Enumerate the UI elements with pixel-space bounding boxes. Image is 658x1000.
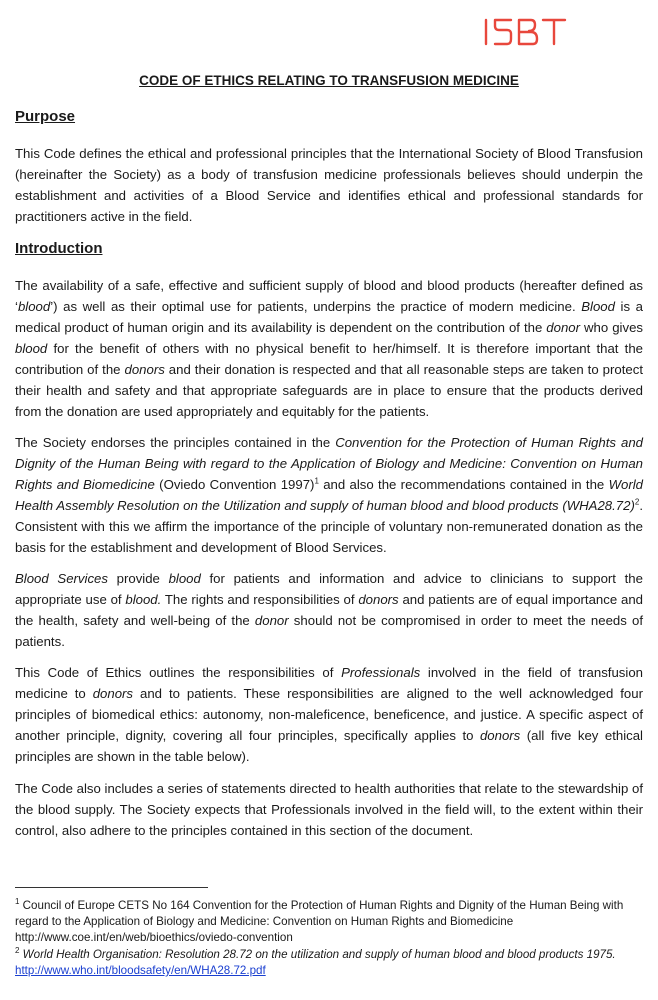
intro-paragraph-1: The availability of a safe, effective and sufficient supply of blood and blood products (hereafter defined as ‘blood’) as well as their optimal use for patients, underpins the practice of modern medicine. Blood is a medical product of human origin and its availability is dependent on the contribution of the donor who gives blood for the benefit of others with no physical benefit to her/himself. It is therefore important that the contribution of the donors and their donation is respected and that all reasonable steps are taken to protect their health and safety and that appropriate safeguards are in place to ensure that the products derived from the donation are used appropriately and equitably for the patients.: [15, 278, 644, 419]
footnote-divider: [15, 887, 208, 888]
isbt-logo: [481, 14, 577, 54]
who-link[interactable]: http://www.who.int/bloodsafety/en/WHA28.72.pdf: [15, 964, 266, 977]
intro-paragraph-5: The Code also includes a series of statements directed to health authorities that relate to the stewardship of the blood supply. The Society expects that Professionals involved in the field will, to the extent within their control, also adhere to the principles contained in this section of the document.: [15, 781, 643, 838]
document-title: CODE OF ETHICS RELATING TO TRANSFUSION MEDICINE: [139, 73, 519, 88]
intro-paragraph-2: The Society endorses the principles contained in the Convention for the Protection of Human Rights and Dignity of the Human Being with regard to the Application of Biology and Medicine: Convention on Human Rights and Biomedicine (Oviedo Convention 1997)$^1$ and also the recommendations contained in the World Health Assembly Resolution on the Utilization and supply of human blood and blood products $(WHA28.72)^2$. Consistent with this we affirm the importance of the principle of voluntary non-remunerated donation as the basis for the establishment and development of Blood Services.: [15, 435, 644, 555]
introduction-heading: Introduction: [15, 240, 103, 257]
intro-paragraph-3: Blood Services provide blood for patients and information and advice to clinicians to support the appropriate use of blood. The rights and responsibilities of donors and patients are of equal importance and the health, safety and well-being of the donor should not be compromised in order to meet the needs of patients.: [15, 571, 644, 649]
purpose-heading: Purpose: [15, 108, 76, 125]
footnote-2: $^2$ World Health Organisation: Resolution 28.72 on the utilization and supply of human blood and blood products 1975. http://www.who.int/bloodsafety/en/WHA28.72.pdf: [15, 946, 616, 977]
footnote-1: $^1$ Council of Europe CETS No 164 Convention for the Protection of Human Rights and Dignity of the Human Being with regard to the Application of Biology and Medicine: Convention on Human Rights and Biomedicine http://www.coe.int/en/web/bioethics/oviedo-convention: [15, 897, 624, 944]
intro-paragraph-4: This Code of Ethics outlines the responsibilities of Professionals involved in the field of transfusion medicine to donors and to patients. These responsibilities are aligned to the well acknowledged four principles of biomedical ethics: autonomy, non-maleficence, beneficence, and justice. A specific aspect of another principle, dignity, covering all four principles, specifically applies to donors (all five key ethical principles are shown in the table below).: [15, 665, 643, 764]
purpose-paragraph: This Code defines the ethical and professional principles that the International Society of Blood Transfusion (hereinafter the Society) as a body of transfusion medicine professionals believes should underpin the establishment and activities of a Blood Service and identifies ethical and professional standards for practitioners active in the field.: [15, 146, 643, 224]
